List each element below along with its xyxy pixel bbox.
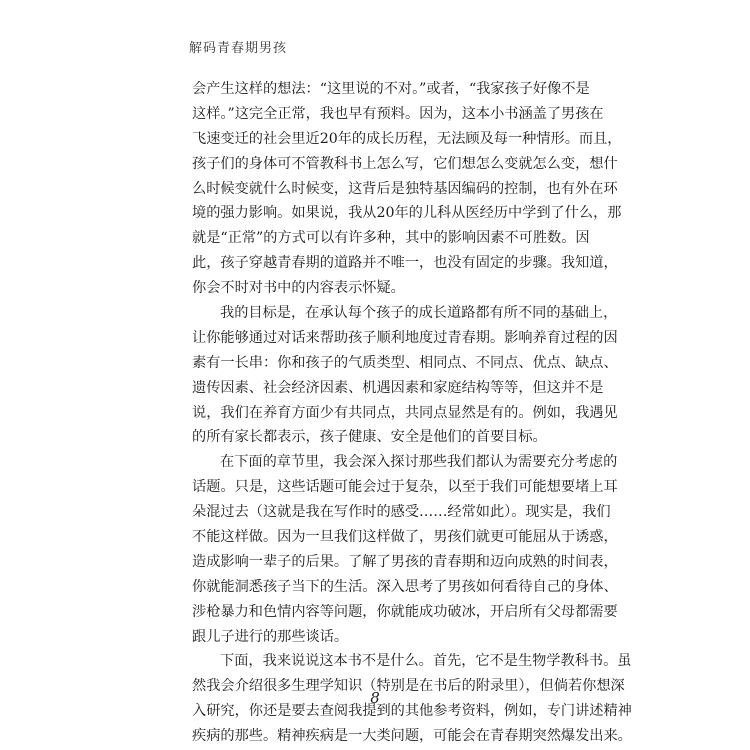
text-line: 飞速变迁的社会里近20年的成长历程，无法顾及每一种情形。而且，: [192, 130, 622, 147]
text-line: 你会不时对书中的内容表示怀疑。: [192, 280, 405, 297]
text-line: 遗传因素、社会经济因素、机遇因素和家庭结构等等，但这并不是: [192, 379, 604, 396]
text-line: 涉枪暴力和色情内容等问题，你就能成功破冰，开启所有父母都需要: [192, 603, 618, 620]
text-line: 疾病的那些。精神疾病是一大类问题，可能会在青春期突然爆发出来。: [192, 728, 632, 745]
text-line: 此，孩子穿越青春期的道路并不唯一，也没有固定的步骤。我知道，: [192, 255, 618, 272]
text-line: 会产生这样的想法：“这里说的不对。”或者，“我家孩子好像不是: [192, 81, 590, 97]
text-line: 境的强力影响。如果说，我从20年的儿科从医经历中学到了什么，那: [192, 205, 622, 222]
text-line: 素有一长串：你和孩子的气质类型、相同点、不同点、优点、缺点、: [192, 354, 618, 371]
text-line: 在下面的章节里，我会深入探讨那些我们都认为需要充分考虑的: [220, 454, 618, 471]
text-line: 我的目标是，在承认每个孩子的成长道路都有所不同的基础上，: [220, 305, 618, 322]
text-line: 让你能够通过对话来帮助孩子顺利地度过青春期。影响养育过程的因: [192, 329, 618, 346]
text-line: 话题。只是，这些话题可能会过于复杂，以至于我们可能想要堵上耳: [192, 479, 618, 496]
text-line: 不能这样做。因为一旦我们这样做了，男孩们就更可能屈从于诱惑，: [192, 529, 618, 546]
text-line: 说，我们在养育方面少有共同点，共同点显然是有的。例如，我遇见: [192, 404, 618, 421]
paragraph: [192, 450, 618, 649]
text-line: 朵混过去（这就是我在写作时的感受……经常如此）。现实是，我们: [192, 504, 611, 521]
text-line: 这样。”这完全正常，我也早有预料。因为，这本小书涵盖了男孩在: [192, 105, 604, 122]
body-text: [192, 77, 632, 749]
text-line: 你就能洞悉孩子当下的生活。深入思考了男孩如何看待自己的身体、: [192, 578, 618, 595]
paragraph: [192, 301, 618, 450]
page-number: 8: [370, 689, 380, 707]
running-head-title: 解码青春期男孩: [189, 41, 288, 56]
text-line: 跟儿子进行的那些谈话。: [192, 628, 349, 645]
text-line: 的所有家长都表示，孩子健康、安全是他们的首要目标。: [192, 429, 547, 446]
text-line: 孩子们的身体可不管教科书上怎么写，它们想怎么变就怎么变，想什: [192, 155, 618, 172]
text-line: 造成影响一辈子的后果。了解了男孩的青春期和迈向成熟的时间表，: [192, 553, 618, 570]
text-line: 然我会介绍很多生理学知识（特别是在书后的附录里），但倘若你想深: [192, 678, 625, 695]
text-line: 么时候变就什么时候变，这背后是独特基因编码的控制，也有外在环: [192, 180, 618, 197]
text-line: 入研究，你还是要去查阅我提到的其他参考资料，例如，专门讲述精神: [192, 703, 632, 720]
paragraph: [192, 77, 622, 301]
text-line: 下面，我来说说这本书不是什么。首先，它不是生物学教科书。虽: [220, 653, 632, 670]
text-line: 就是“正常”的方式可以有许多种，其中的影响因素不可胜数。因: [192, 230, 590, 247]
